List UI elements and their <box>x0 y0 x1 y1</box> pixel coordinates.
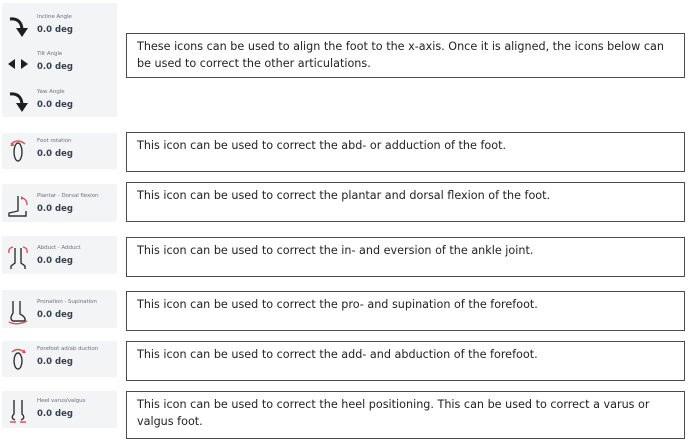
abduct-adduct-control[interactable] <box>2 244 117 274</box>
tilt-angle-value: 0.0 deg <box>37 62 73 72</box>
yaw-angle-control[interactable] <box>2 88 117 118</box>
incline-angle-value: 0.0 deg <box>37 25 73 35</box>
plantar-dorsal-control[interactable] <box>2 192 117 222</box>
foot-rotation-icon[interactable] <box>6 137 30 165</box>
heel-varus-valgus-value: 0.0 deg <box>37 409 73 419</box>
yaw-arrow-icon[interactable] <box>6 88 30 116</box>
incline-angle-control[interactable] <box>2 13 117 43</box>
abduct-adduct-icon[interactable] <box>6 244 30 272</box>
forefoot-adduction-icon[interactable] <box>6 345 30 373</box>
pronation-supination-value: 0.0 deg <box>37 310 73 320</box>
abduct-adduct-label: Abduct - Adduct <box>37 245 81 251</box>
pronation-supination-control[interactable] <box>2 298 117 328</box>
foot-rotation-value: 0.0 deg <box>37 149 73 159</box>
abduct-adduct-value: 0.0 deg <box>37 256 73 266</box>
description-plantar-dorsal: This icon can be used to correct the plantar and dorsal flexion of the foot. <box>126 182 685 222</box>
foot-rotation-control[interactable] <box>2 137 117 167</box>
forefoot-adduction-value: 0.0 deg <box>37 357 73 367</box>
yaw-angle-value: 0.0 deg <box>37 100 73 110</box>
pronation-supination-panel <box>2 290 117 328</box>
description-pronation-supination: This icon can be used to correct the pro- and supination of the forefoot. <box>126 291 685 331</box>
forefoot-adduction-control[interactable] <box>2 345 117 375</box>
heel-varus-valgus-label: Heel varus/valgus <box>37 398 86 404</box>
tilt-arrows-icon[interactable] <box>6 50 30 78</box>
foot-rotation-panel <box>2 133 117 169</box>
plantar-dorsal-flexion-icon[interactable] <box>6 192 30 220</box>
description-foot-rotation: This icon can be used to correct the abd- or adduction of the foot. <box>126 132 685 172</box>
heel-varus-valgus-panel <box>2 391 117 428</box>
incline-arrow-icon[interactable] <box>6 13 30 41</box>
description-forefoot-adduction: This icon can be used to correct the add- and abduction of the forefoot. <box>126 341 685 381</box>
axis-controls-panel <box>2 3 117 117</box>
description-abduct-adduct: This icon can be used to correct the in- and eversion of the ankle joint. <box>126 237 685 277</box>
heel-varus-valgus-icon[interactable] <box>6 397 30 425</box>
tilt-angle-label: Tilt Angle <box>37 51 63 57</box>
heel-varus-valgus-control[interactable] <box>2 397 117 427</box>
pronation-supination-label: Pronation - Supination <box>37 299 97 305</box>
incline-angle-label: Incline Angle <box>37 14 72 20</box>
plantar-dorsal-value: 0.0 deg <box>37 204 73 214</box>
tilt-angle-control[interactable] <box>2 50 117 80</box>
pronation-supination-icon[interactable] <box>6 298 30 326</box>
forefoot-adduction-label: Forefoot ad/ab duction <box>37 346 99 352</box>
description-heel-varus-valgus: This icon can be used to correct the heel positioning. This can be used to correct a varus or valgus foot. <box>126 391 685 439</box>
yaw-angle-label: Yaw Angle <box>37 89 65 95</box>
description-axis-alignment: These icons can be used to align the foot to the x-axis. Once it is aligned, the icons below can be used to correct the other articulations. <box>126 33 685 78</box>
forefoot-adduction-panel <box>2 341 117 377</box>
plantar-dorsal-panel <box>2 184 117 222</box>
foot-rotation-label: Foot rotation <box>37 138 72 144</box>
abduct-adduct-panel <box>2 236 117 274</box>
plantar-dorsal-label: Plantar - Dorsal flexion <box>37 193 99 199</box>
